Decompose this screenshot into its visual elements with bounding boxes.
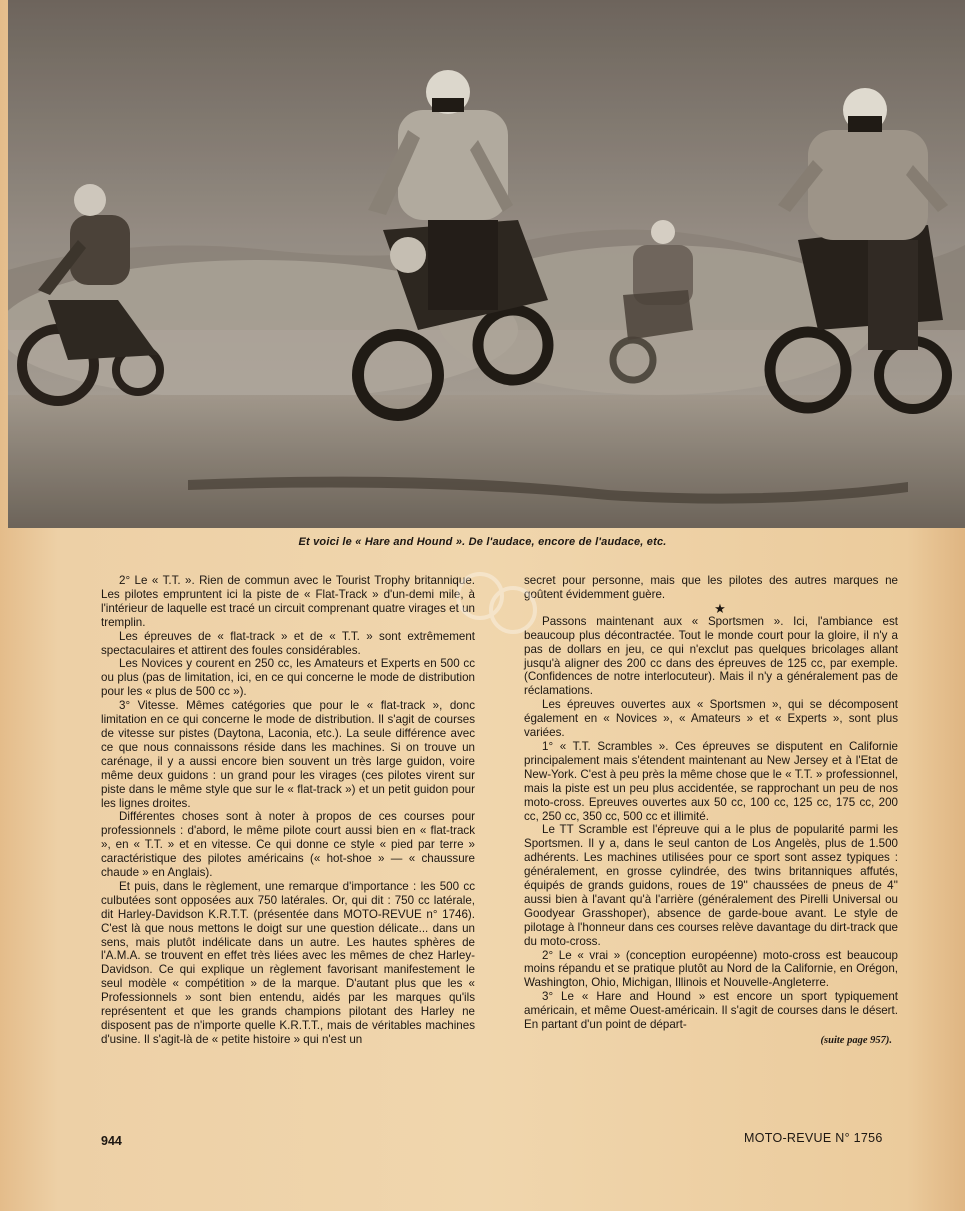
paragraph: Passons maintenant aux « Sportsmen ». Ici, l'ambiance est beaucoup plus décontractée. Tout le monde court pour la gloire, il n'y a pas de dollars en jeu, ce qui n'exclut pas quelques bricolages allant jusqu'à aligner des 200 cc dans des épreuves de 125 cc, par exemple. (Confidences de notre interlocuteur). Mais il n'y a généralement pas de réclamations. — [524, 614, 898, 698]
paragraph: 1° « T.T. Scrambles ». Ces épreuves se disputent en Californie principalement mais s'étendent maintenant au New Jersey et à l'Etat de New-York. C'est à peu près la même chose que le « T.T. » professionnel, mais la piste est un peu plus accidentée, se rapprochant un peu de nos moto-cross. Epreuves ouvertes aux 50 cc, 100 cc, 125 cc, 175 cc, 200 cc, 250 cc, 350 cc, 500 cc et illimité. — [524, 739, 898, 823]
photo-caption: Et voici le « Hare and Hound ». De l'audace, encore de l'audace, etc. — [298, 536, 667, 548]
page-number: 944 — [101, 1134, 122, 1148]
motocross-photo — [8, 0, 965, 528]
paragraph: 3° Le « Hare and Hound » est encore un sport typiquement américain, et même Ouest-américain. Il s'agit de courses dans le désert. En partant d'un point de départ- — [524, 990, 898, 1032]
star-separator-icon: ★ — [714, 600, 726, 616]
paragraph: 2° Le « T.T. ». Rien de commun avec le Tourist Trophy britannique. Les pilotes empruntent ici la piste de « Flat-Track » d'un-demi mile, à l'intérieur de laquelle est tracé un circuit comprenant quatre virages et un tremplin. — [101, 574, 475, 629]
paragraph: Le TT Scramble est l'épreuve qui a le plus de popularité parmi les Sportsmen. Il y a, dans le seul canton de Los Angelès, plus de 1.500 adhérents. Les machines utilisées pour ce sport sont assez typiques : généralement, en grosse cylindrée, des twins britanniques affutés, équipés de grands guidons, roues de 19'' chaussées de pneus de 4'' aussi bien à l'avant qu'à l'arrière (généralement des Pirelli Universal ou Goodyear Grasshoper), absence de garde-boue avant. Le style de pilotage à l'honneur dans ces courses relève davantage du dirt-track que du moto-cross. — [524, 823, 898, 948]
continued-note: (suite page 957). — [820, 1035, 892, 1046]
paragraph-continuation: secret pour personne, mais que les pilotes des autres marques ne goûtent évidemment guère. — [524, 574, 898, 601]
paragraph: Les épreuves de « flat-track » et de « T.T. » sont extrêmement spectaculaires et attirent des foules considérables. — [101, 629, 475, 657]
paragraph: Différentes choses sont à noter à propos de ces courses pour professionnels : d'abord, le même pilote court aussi bien en « flat-track », en « T.T. » et en vitesse. Ce qui donne ce style « pied par terre » caractéristique des pilotes américains (« hot-shoe » — « chaussure chaude » en Anglais). — [101, 810, 475, 880]
paragraph: Et puis, dans le règlement, une remarque d'importance : les 500 cc culbutées sont opposées aux 750 latérales. Or, qui dit : 750 cc latérale, dit Harley-Davidson K.R.T.T. (présentée dans MOTO-REVUE n° 1746). C'est là que nous mettons le doigt sur une question délicate... dans un sens, mais plutôt indélicate dans un autre. Les hautes sphères de l'A.M.A. se trouvent en effet très liées avec les mêmes de chez Harley-Davidson. Ce qui explique un règlement favorisant manifestement le seul modèle « compétition » de la marque. D'autant plus que les « Professionnels » sont bien entendu, aidés par les marques qu'ils représentent et que les grands champions pilotant des Harley ne disposent pas de n'importe quelle K.R.T.T., mais de véritables machines d'usine. Il s'agit-là de « petite histoire » qui n'est un — [101, 879, 475, 1046]
paragraph: Les épreuves ouvertes aux « Sportsmen », qui se décomposent également en « Novices », « Amateurs » et « Experts », sont plus variées. — [524, 698, 898, 740]
magazine-issue: MOTO-REVUE N° 1756 — [744, 1131, 883, 1145]
paragraph: Les Novices y courent en 250 cc, les Amateurs et Experts en 500 cc ou plus (pas de limitation, ici, en ce qui concerne le mode de distribution pour les « plus de 500 cc »). — [101, 657, 475, 699]
paragraph: 2° Le « vrai » (conception européenne) moto-cross est beaucoup moins répandu et se pratique plutôt au Nord de la Californie, en Orégon, Washington, Ohio, Michigan, Illinois et Nouvelle-Angleterre. — [524, 948, 898, 990]
paragraph: 3° Vitesse. Mêmes catégories que pour le « flat-track », donc limitation en ce qui concerne le mode de distribution. Il s'agit de courses de vitesse sur pistes (Daytona, Laconia, etc.). La seule différence avec ce que nous connaissons réside dans les machines. Si on trouve un carénage, il y a aussi encore bien souvent un très large guidon, voire même deux guidons : un grand pour les virages (ces pilotes virent sur piste dans le même style que sur le « flat-track ») et un petit guidon pour les lignes droites. — [101, 699, 475, 810]
right-column — [524, 574, 898, 1048]
left-column — [101, 574, 475, 1047]
watermark-stamp-icon — [455, 568, 540, 638]
